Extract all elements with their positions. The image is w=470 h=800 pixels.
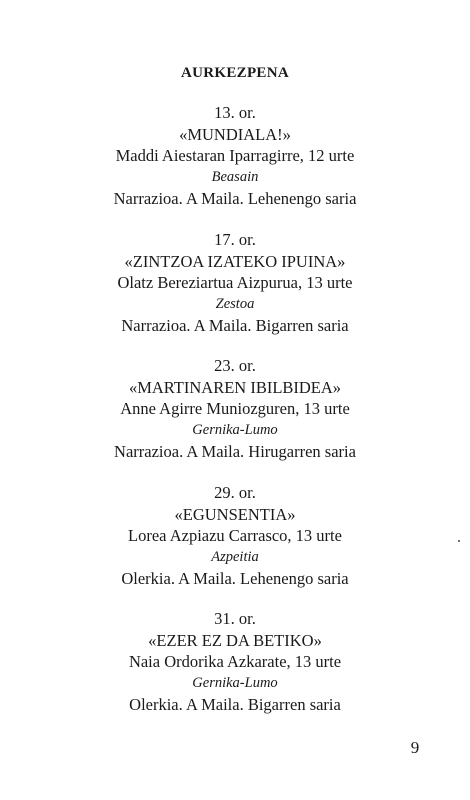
entry-title: «MARTINAREN IBILBIDEA» (128, 377, 342, 397)
entry-page-ref: 29. or. (214, 483, 256, 502)
entry-title: «MUNDIALA!» (179, 124, 291, 144)
entry-page-ref: 23. or. (214, 356, 256, 375)
entry-author: Olatz Bereziartua Aizpurua, 13 urte (117, 273, 353, 292)
entry-author: Anne Agirre Muniozguren, 13 urte (120, 399, 350, 418)
entry-page-ref: 31. or. (214, 609, 256, 628)
entry-author: Maddi Aiestaran Iparragirre, 12 urte (115, 146, 355, 165)
entry-page-ref: 17. or. (214, 230, 256, 249)
entry-title: «EGUNSENTIA» (174, 504, 296, 524)
page-number: 9 (410, 738, 420, 757)
entry-title: «EZER EZ DA BETIKO» (148, 630, 322, 650)
entry-place: Azpeitia (211, 548, 259, 565)
entry-place: Beasain (211, 168, 259, 185)
entry-award: Narrazioa. A Maila. Bigarren saria (121, 316, 349, 335)
contents-entry (0, 482, 470, 590)
entry-author: Naia Ordorika Azkarate, 13 urte (128, 652, 342, 671)
entry-place: Gernika-Lumo (192, 421, 278, 438)
page-heading: AURKEZPENA (180, 65, 289, 81)
entry-award: Narrazioa. A Maila. Hirugarren saria (114, 442, 356, 461)
contents-entry (0, 355, 470, 463)
entry-place: Zestoa (215, 295, 255, 312)
entry-award: Olerkia. A Maila. Lehenengo saria (121, 569, 349, 588)
contents-entry (0, 102, 470, 210)
entry-author: Lorea Azpiazu Carrasco, 13 urte (128, 526, 342, 545)
entry-award: Narrazioa. A Maila. Lehenengo saria (113, 189, 357, 208)
entry-place: Gernika-Lumo (192, 674, 278, 691)
contents-entry (0, 229, 470, 337)
entry-title: «ZINTZOA IZATEKO IPUINA» (124, 251, 346, 271)
entry-page-ref: 13. or. (214, 103, 256, 122)
contents-entry (0, 608, 470, 716)
entry-award: Olerkia. A Maila. Bigarren saria (129, 695, 341, 714)
print-speck (458, 540, 460, 542)
